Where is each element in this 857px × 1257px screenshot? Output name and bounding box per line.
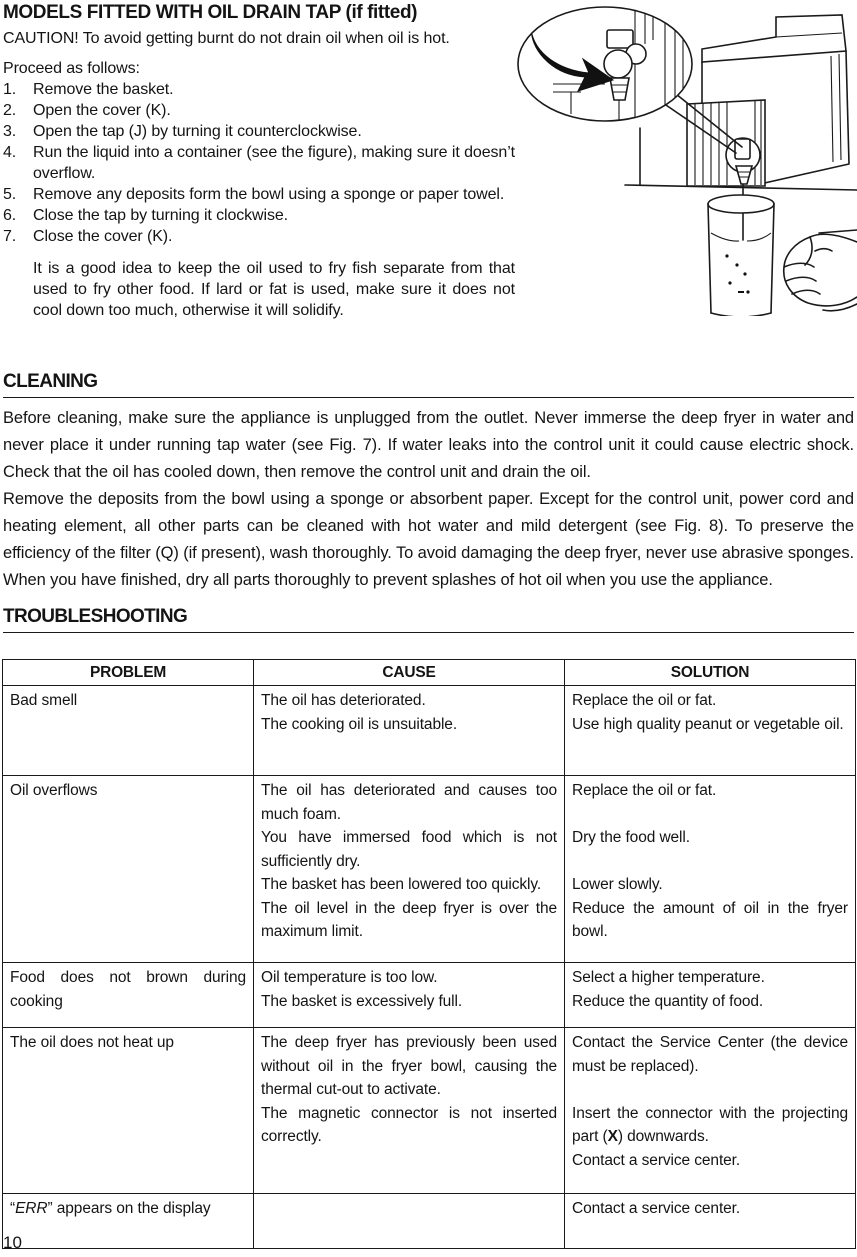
steps-list xyxy=(3,79,515,247)
table-row xyxy=(3,963,856,1028)
proceed-text: Proceed as follows: xyxy=(3,60,140,77)
deep-fryer-oil-drain-figure xyxy=(515,4,857,316)
cell-paragraph: Replace the oil or fat. xyxy=(572,782,717,799)
cell-paragraph: The oil does not heat up xyxy=(10,1034,174,1051)
cell-paragraph: The basket has been lowered too quickly. xyxy=(261,876,542,893)
cell-paragraph: Select a higher temperature. xyxy=(572,969,765,986)
step-item xyxy=(3,142,515,184)
troubleshooting-section xyxy=(3,606,854,633)
problem-cell xyxy=(3,776,254,963)
hand xyxy=(784,234,857,310)
cell-paragraph: Bad smell xyxy=(10,692,78,709)
page-number: 10 xyxy=(3,1233,22,1252)
magnified-knob-main xyxy=(604,50,632,78)
cell-paragraph: Dry the food well. xyxy=(572,829,690,846)
cell-paragraph: You have immersed food which is not sufficiently dry. xyxy=(261,829,557,870)
cause-cell xyxy=(254,776,565,963)
problem-cell xyxy=(3,686,254,776)
cell-paragraph: Oil temperature is too low. xyxy=(261,969,438,986)
glass-rim xyxy=(708,195,774,213)
cause-cell xyxy=(254,1194,565,1249)
step-number: 3. xyxy=(3,123,17,140)
step-number: 1. xyxy=(3,81,17,98)
cell-paragraph: The oil has deteriorated and causes too much foam. xyxy=(261,782,557,823)
caution-text: CAUTION! To avoid getting burnt do not drain oil when oil is hot. xyxy=(3,30,450,47)
column-header-cause: CAUSE xyxy=(254,660,565,686)
cell-paragraph: The deep fryer has previously been used without oil in the fryer bowl, causing the thermal cut-out to activate. xyxy=(261,1034,557,1098)
step-item xyxy=(3,121,515,142)
problem-cell xyxy=(3,1194,254,1249)
cleaning-paragraphs xyxy=(3,405,854,594)
cell-paragraph: The basket is excessively full. xyxy=(261,992,463,1010)
column-header-problem: PROBLEM xyxy=(3,660,254,686)
cell-paragraph: Contact a service center. xyxy=(572,1151,741,1169)
troubleshooting-title: TROUBLESHOOTING xyxy=(3,606,854,633)
cell-paragraph: Contact a service center. xyxy=(572,1200,741,1217)
solution-cell xyxy=(565,776,856,963)
cell-paragraph xyxy=(572,850,848,874)
cleaning-paragraph: Before cleaning, make sure the appliance is unplugged from the outlet. Never immerse the deep fryer in water and never place it under running tap water (see Fig. 7). If water leaks into the control unit it could cause electric shock. Check that the oil has cooled down, then remove the control unit and drain the oil. xyxy=(3,409,854,481)
step-text: Open the cover (K). xyxy=(33,102,171,119)
cause-cell xyxy=(254,686,565,776)
table-row xyxy=(3,686,856,776)
cell-paragraph: Reduce the amount of oil in the fryer bowl. xyxy=(572,899,848,940)
drain-tap-figure-svg xyxy=(515,4,857,316)
cell-paragraph: Insert the connector with the projecting part (X) downwards. xyxy=(572,1104,848,1145)
cell-paragraph: Replace the oil or fat. xyxy=(572,692,717,709)
step-number: 5. xyxy=(3,186,17,203)
step-item xyxy=(3,100,515,121)
step-number: 2. xyxy=(3,102,17,119)
oil-drops xyxy=(725,254,749,293)
step-text: Close the tap by turning it clockwise. xyxy=(33,207,288,224)
solution-cell xyxy=(565,1194,856,1249)
step-item xyxy=(3,205,515,226)
cell-paragraph: The magnetic connector is not inserted correctly. xyxy=(261,1104,557,1145)
counter-right-line xyxy=(819,230,857,233)
solution-cell xyxy=(565,1028,856,1194)
cell-paragraph: Use high quality peanut or vegetable oil. xyxy=(572,715,844,733)
step-item xyxy=(3,79,515,100)
cell-paragraph: Lower slowly. xyxy=(572,876,663,893)
table-header-row xyxy=(3,660,856,686)
step-text: Open the tap (J) by turning it counterclockwise. xyxy=(33,123,362,140)
cleaning-paragraph: Remove the deposits from the bowl using a sponge or absorbent paper. Except for the control unit, power cord and heating element, all other parts can be cleaned with hot water and mild detergent (see Fig. 8). To preserve the efficiency of the filter (Q) (if present), wash thoroughly. To avoid damaging the deep fryer, never use abrasive sponges. When you have finished, dry all parts thoroughly to prevent splashes of hot oil when you use the appliance. xyxy=(3,490,854,589)
tap-knob xyxy=(735,139,750,159)
problem-cell xyxy=(3,1028,254,1194)
fryer-lid xyxy=(702,15,846,62)
cell-paragraph: The oil level in the deep fryer is over the maximum limit. xyxy=(261,899,557,940)
solution-cell xyxy=(565,963,856,1028)
solution-cell xyxy=(565,686,856,776)
step-text: Remove any deposits form the bowl using a sponge or paper towel. xyxy=(33,186,505,203)
note-text: It is a good idea to keep the oil used to fry fish separate from that used to fry other food. If lard or fat is used, make sure it does not cool down too much, otherwise it will solidify. xyxy=(33,260,515,319)
cell-paragraph xyxy=(572,1078,848,1102)
magnified-knob-top xyxy=(607,30,633,48)
step-text: Close the cover (K). xyxy=(33,228,173,245)
step-number: 4. xyxy=(3,144,17,161)
step-item xyxy=(3,184,515,205)
oil-surface xyxy=(711,233,771,241)
step-number: 7. xyxy=(3,228,17,245)
cause-cell xyxy=(254,1028,565,1194)
cleaning-title: CLEANING xyxy=(3,371,854,398)
troubleshooting-table xyxy=(2,659,856,1249)
cell-paragraph xyxy=(572,803,848,827)
fryer-side-hatch xyxy=(831,54,841,162)
drain-tap-section xyxy=(3,2,515,321)
cell-paragraph: The oil has deteriorated. xyxy=(261,692,426,709)
table-row xyxy=(3,1194,856,1249)
column-header-solution: SOLUTION xyxy=(565,660,856,686)
cleaning-section xyxy=(3,371,854,594)
magnified-spout xyxy=(610,78,629,100)
cause-cell xyxy=(254,963,565,1028)
cell-paragraph: Reduce the quantity of food. xyxy=(572,992,764,1010)
table-row xyxy=(3,776,856,963)
cell-paragraph: Food does not brown during cooking xyxy=(10,969,246,1010)
problem-cell xyxy=(3,963,254,1028)
cell-paragraph: “ERR” appears on the display xyxy=(10,1200,211,1217)
step-text: Remove the basket. xyxy=(33,81,174,98)
table-row xyxy=(3,1028,856,1194)
glass-sides xyxy=(708,204,774,313)
cell-paragraph: Contact the Service Center (the device must be replaced). xyxy=(572,1034,848,1075)
glass-bottom xyxy=(711,313,771,316)
step-number: 6. xyxy=(3,207,17,224)
cell-paragraph: Oil overflows xyxy=(10,782,98,799)
step-text: Run the liquid into a container (see the figure), making sure it doesn’t overflow. xyxy=(33,144,515,182)
step-item xyxy=(3,226,515,247)
cell-paragraph: The cooking oil is unsuitable. xyxy=(261,715,458,733)
drain-section-title: MODELS FITTED WITH OIL DRAIN TAP (if fitted) xyxy=(3,2,418,23)
